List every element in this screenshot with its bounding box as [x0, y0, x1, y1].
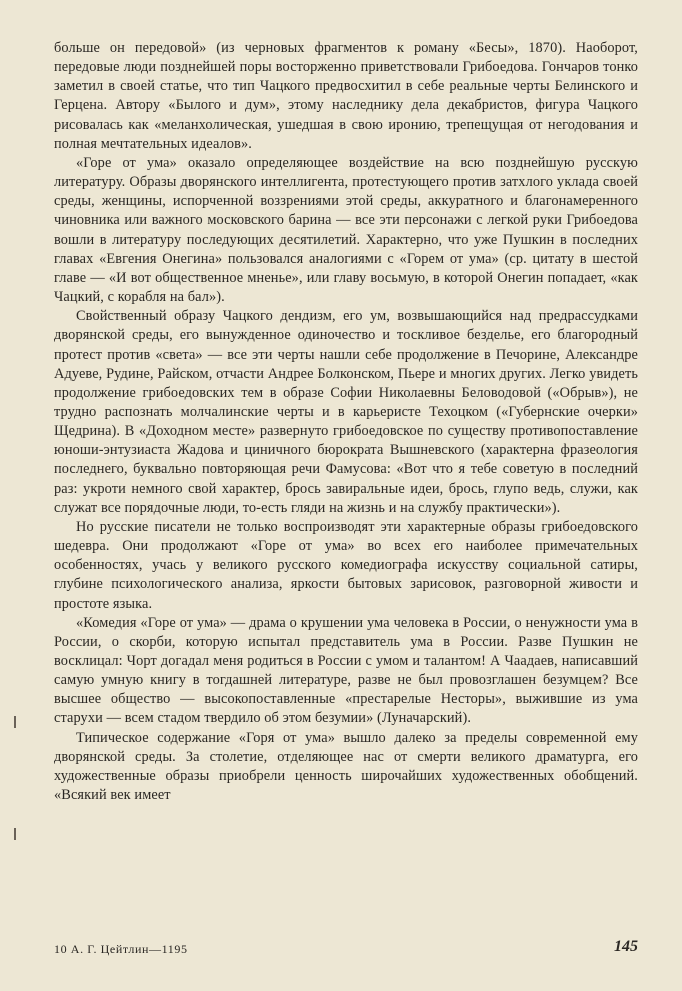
- page-footer: [54, 938, 638, 960]
- paragraph: «Комедия «Горе от ума» — драма о крушении ума человека в России, о ненужности ума в России, о скорби, которую испытал представитель ума в России. Разве Пушкин не восклицал: Чорт догадал меня родиться в России с умом и талантом! А Чаадаев, написавший самую умную книгу в тогдашней литературе, разве не был провозглашен безумцем? Все высшее общество — высокопоставленные «престарелые Несторы», выжившие из ума старухи — всем стадом твердило об этом безумии» (Луначарский).: [54, 614, 638, 727]
- paragraph: Но русские писатели не только воспроизводят эти характерные образы грибоедовского шедевра. Они продолжают «Горе от ума» во всех его наиболее примечательных особенностях, учась у великого русского комедиографа искусству социальной сатиры, глубине психологического анализа, яркости бытовых зарисовок, разговорной живости и простоте языка.: [54, 518, 638, 612]
- margin-mark: [14, 716, 16, 728]
- paragraph: больше он передовой» (из черновых фрагментов к роману «Бесы», 1870). Наоборот, передовые люди позднейшей поры восторженно приветствовали Грибоедова. Гончаров тонко заметил в своей статье, что тип Чацкого предвосхитил в себе реальные черты Белинского и Герцена. Автору «Былого и дум», этому наследнику дела декабристов, фигура Чацкого рисовалась как «меланхолическая, ушедшая в свою иронию, трепещущая от негодования и полная мечтательных идеалов».: [54, 40, 638, 152]
- body-text: [54, 39, 638, 805]
- page-number: 145: [614, 938, 638, 955]
- paragraph: Свойственный образу Чацкого дендизм, его ум, возвышающийся над предрассудками дворянской среды, его вынужденное одиночество и тоскливое безделье, его благородный протест против «света» — все эти черты нашли себе продолжение в Печорине, Александре Адуеве, Рудине, Райском, отчасти Андрее Болконском, Пьере и многих других. Легко увидеть продолжение грибоедовских тем в образе Софии Николаевны Беловодовой («Обрыв»), не трудно распознать молчалинские черты и в карьеристе Техоцком («Губернские очерки» Щедрина). В «Доходном месте» развернуто грибоедовское по существу противопоставление юноши-энтузиаста Жадова и циничного бюрократа Вышневского (характерна фразеология последнего, буквально повторяющая речи Фамусова: «Вот что я тебе советую в последний раз: укроти немного свой характер, брось завиральные идеи, брось, глупо ведь, служи, как служат все порядочные люди, то-есть гляди на жизнь и на службу практически»).: [54, 308, 638, 516]
- paragraph: «Горе от ума» оказало определяющее воздействие на всю позднейшую русскую литературу. Образы дворянского интеллигента, протестующего против затхлого уклада своей среды, женщины, испорченной воззрениями этой среды, аккуратного и благонамеренного чиновника или важного московского барина — все эти персонажи с легкой руки Грибоедова вошли в литературу последующих десятилетий. Характерно, что уже Пушкин в последних главах «Евгения Онегина» пользовался аналогиями с «Горем от ума» (ср. цитату в шестой главе — «И вот общественное мненье», или главу восьмую, в которой Онегин попадает, «как Чацкий, с корабля на бал»).: [54, 154, 638, 306]
- printer-signature: 10 А. Г. Цейтлин—1195: [54, 942, 188, 956]
- margin-mark: [14, 828, 16, 840]
- paragraph: Типическое содержание «Горя от ума» вышло далеко за пределы современной ему дворянской среды. За столетие, отделяющее нас от смерти великого драматурга, его художественные образы приобрели ценность широчайших художественных обобщений. «Всякий век имеет: [54, 729, 638, 804]
